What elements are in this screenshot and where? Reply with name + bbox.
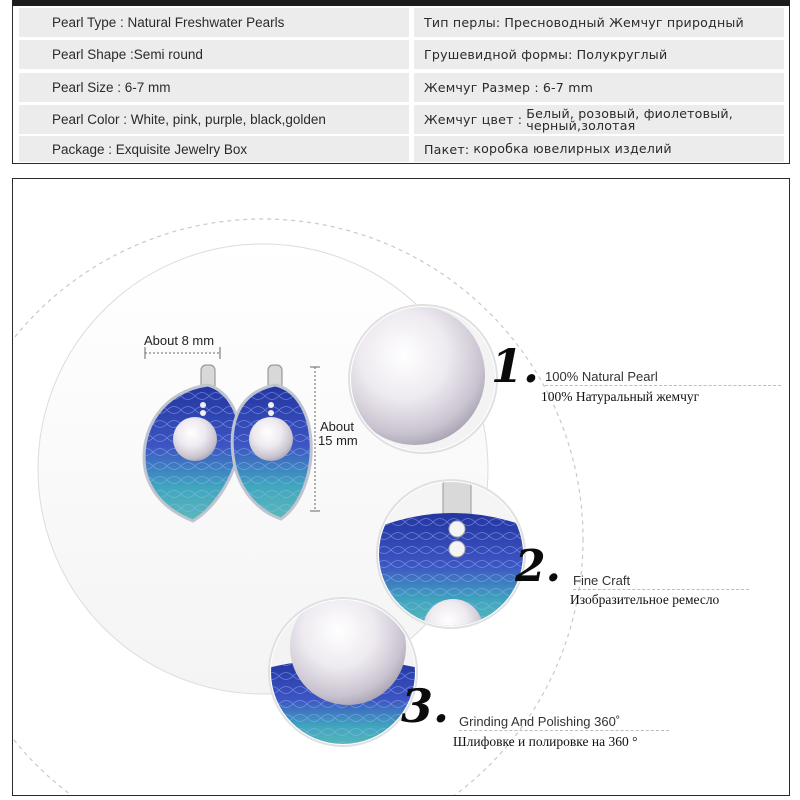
height-label-line1: About: [320, 419, 354, 434]
spec-label: Pearl Shape :Semi round: [19, 40, 409, 69]
feature-1-number: 1.: [491, 339, 540, 393]
spec-label-ru: [414, 73, 784, 102]
feature-2-ru: Изобразительное ремесло: [570, 592, 720, 607]
spec-ru-value: Пресноводный Жемчуг природный: [504, 14, 744, 30]
feature-3-number: 3.: [401, 679, 450, 733]
feature-3-en: Grinding And Polishing 360˚: [459, 714, 621, 729]
spec-ru-value: Полукруглый: [576, 46, 668, 62]
spec-ru-value: 6-7 mm: [542, 79, 594, 95]
spec-ru-label: Пакет:: [424, 141, 470, 157]
spec-ru-value: Белый, розовый, фиолетовый, черный,золотая: [526, 105, 733, 133]
spec-ru-value: коробка ювелирных изделий: [473, 141, 672, 156]
feature-1-divider: [545, 385, 781, 386]
spec-label-ru: [414, 40, 784, 69]
spec-row-shape: [13, 40, 789, 69]
feature-2-number: 2.: [515, 541, 561, 592]
spec-label: Pearl Size : 6-7 mm: [19, 73, 409, 102]
spec-label: Package : Exquisite Jewelry Box: [19, 136, 409, 162]
spec-table: [12, 6, 790, 164]
spec-ru-label: Жемчуг цвет :: [424, 112, 523, 127]
feature-2-divider: [573, 589, 749, 590]
spec-label-ru: [414, 8, 784, 37]
spec-row-type: [13, 8, 789, 37]
feature-1-ru: 100% Натуральный жемчуг: [541, 389, 700, 404]
spec-label-ru: [414, 105, 784, 134]
feature-3-ru: Шлифовке и полировке на 360 °: [453, 734, 638, 749]
spec-row-package: [13, 136, 789, 162]
spec-row-size: [13, 73, 789, 102]
spec-label-ru: [414, 136, 784, 162]
spec-ru-label: Тип перлы:: [424, 15, 501, 30]
product-frame: [12, 178, 790, 796]
spec-ru-label: Грушевидной формы:: [424, 47, 573, 62]
width-label: About 8 mm: [144, 333, 215, 348]
spec-label: Pearl Color : White, pink, purple, black,golden: [19, 105, 409, 134]
spec-ru-label: Жемчуг Размер :: [424, 80, 539, 95]
feature-1-en: 100% Natural Pearl: [545, 369, 658, 384]
feature-2-en: Fine Craft: [573, 573, 631, 588]
height-label-line2: 15 mm: [318, 433, 358, 448]
spec-row-color: [13, 105, 789, 134]
spec-label: Pearl Type : Natural Freshwater Pearls: [19, 8, 409, 37]
feature-3-divider: [459, 730, 669, 731]
